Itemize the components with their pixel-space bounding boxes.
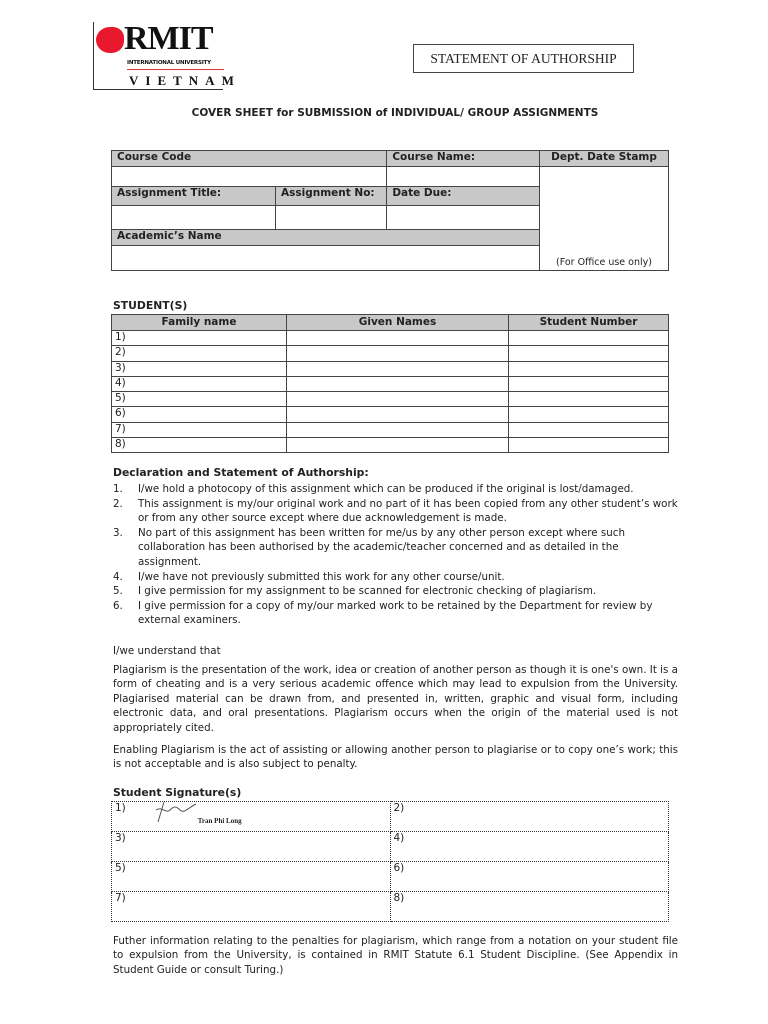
assignment-title-field[interactable] (112, 206, 276, 230)
declaration-item (113, 497, 678, 526)
signatures-heading: Student Signature(s) (113, 785, 242, 799)
assignment-title-label: Assignment Title: (112, 187, 276, 206)
signature-number: 6) (393, 861, 405, 874)
family-name-cell[interactable]: 7) (112, 422, 287, 437)
logo-mark (96, 27, 124, 53)
signature-cell[interactable] (390, 861, 669, 891)
date-due-field[interactable] (387, 206, 540, 230)
signature-scribble-icon (154, 800, 198, 824)
family-name-cell[interactable]: 6) (112, 407, 287, 422)
signature-number: 8) (393, 891, 405, 904)
declaration-heading: Declaration and Statement of Authorship: (113, 466, 369, 479)
logo-subtitle: INTERNATIONAL UNIVERSITY (127, 60, 211, 66)
student-number-cell[interactable] (509, 392, 669, 407)
signature-number: 1) (115, 801, 126, 814)
statement-box: STATEMENT OF AUTHORSHIP (413, 44, 634, 73)
signature-row (112, 861, 669, 891)
student-number-cell[interactable] (509, 346, 669, 361)
item-number: 5. (113, 585, 123, 598)
item-number: 2. (113, 497, 123, 510)
given-names-cell[interactable] (287, 346, 509, 361)
student-row (112, 361, 669, 376)
academic-name-field[interactable] (112, 246, 540, 271)
academic-name-label: Academic’s Name (112, 230, 540, 246)
item-number: 1. (113, 483, 123, 495)
item-text: I give permission for my assignment to be scanned for electronic checking of plagiarism. (138, 585, 597, 598)
students-table (111, 314, 669, 453)
given-names-cell[interactable] (287, 331, 509, 346)
signature-cell[interactable] (112, 801, 391, 831)
given-names-cell[interactable] (287, 376, 509, 391)
item-text: I/we have not previously submitted this work for any other course/unit. (138, 570, 505, 583)
logo-brand: RMIT (124, 20, 213, 57)
declaration-item (113, 482, 678, 497)
course-name-field[interactable] (387, 167, 540, 187)
signature-row (112, 831, 669, 861)
student-row (112, 438, 669, 453)
further-info: Futher information relating to the penalties for plagiarism, which range from a notation on your student file to expulsion from the University, is contained in RMIT Statute 6.1 Student Discipline. (See Appendix in Student Guide or consult Turing.) (113, 934, 678, 976)
declaration-item (113, 570, 678, 585)
course-code-field[interactable] (112, 167, 387, 187)
declaration-list (113, 482, 678, 628)
item-number: 4. (113, 570, 123, 583)
assignment-no-label: Assignment No: (276, 187, 387, 206)
course-code-label: Course Code (112, 151, 387, 167)
family-name-cell[interactable]: 8) (112, 438, 287, 453)
signature-cell[interactable] (112, 831, 391, 861)
declaration-section (111, 466, 678, 977)
col-student-number: Student Number (509, 315, 669, 331)
col-family-name: Family name (112, 315, 287, 331)
signature-row (112, 891, 669, 921)
declaration-item (113, 599, 678, 628)
office-note: (For Office use only) (540, 167, 669, 271)
assignment-no-field[interactable] (276, 206, 387, 230)
signature-number: 4) (393, 831, 405, 844)
cover-title: COVER SHEET for SUBMISSION of INDIVIDUAL/ GROUP ASSIGNMENTS (191, 107, 599, 119)
rmit-logo (93, 20, 241, 90)
given-names-cell[interactable] (287, 392, 509, 407)
signature-number: 5) (115, 861, 126, 874)
signatures-table (111, 801, 669, 922)
given-names-cell[interactable] (287, 361, 509, 376)
item-number: 3. (113, 526, 123, 539)
declaration-item (113, 526, 678, 570)
logo-rule (127, 69, 224, 70)
item-text: This assignment is my/our original work and no part of it has been copied from any other student’s work or from any other source except where due acknowledgement is made. (138, 497, 678, 525)
student-number-cell[interactable] (509, 376, 669, 391)
course-details-table (111, 150, 669, 271)
signature-image (126, 802, 256, 828)
given-names-cell[interactable] (287, 422, 509, 437)
student-number-cell[interactable] (509, 407, 669, 422)
student-row (112, 392, 669, 407)
signature-number: 3) (115, 831, 126, 844)
item-text: I give permission for a copy of my/our marked work to be retained by the Department for review by external examiners. (138, 599, 653, 627)
family-name-cell[interactable]: 4) (112, 376, 287, 391)
signature-number: 7) (115, 891, 126, 904)
given-names-cell[interactable] (287, 438, 509, 453)
enabling-paragraph: Enabling Plagiarism is the act of assisting or allowing another person to plagiarise or to copy one’s work; this is not acceptable and is also subject to penalty. (113, 743, 678, 771)
signature-cell[interactable] (390, 891, 669, 921)
item-text: I/we hold a photocopy of this assignment which can be produced if the original is lost/damaged. (138, 483, 634, 495)
family-name-cell[interactable]: 1) (112, 331, 287, 346)
declaration-item (113, 584, 678, 599)
signature-number: 2) (393, 801, 405, 814)
logo-country: VIETNAM (129, 73, 241, 88)
given-names-cell[interactable] (287, 407, 509, 422)
student-number-cell[interactable] (509, 438, 669, 453)
student-number-cell[interactable] (509, 422, 669, 437)
students-heading: STUDENT(S) (113, 299, 188, 312)
family-name-cell[interactable]: 5) (112, 392, 287, 407)
student-number-cell[interactable] (509, 331, 669, 346)
family-name-cell[interactable]: 2) (112, 346, 287, 361)
student-number-cell[interactable] (509, 361, 669, 376)
student-row (112, 407, 669, 422)
signature-name: Tran Phi Long (197, 816, 242, 825)
signature-row (112, 801, 669, 831)
signature-cell[interactable] (390, 801, 669, 831)
student-row (112, 346, 669, 361)
understand-text: I/we understand that (113, 644, 221, 657)
item-number: 6. (113, 599, 123, 612)
item-text: No part of this assignment has been written for me/us by any other person except where such collaboration has been authorised by the academic/teacher concerned and as detailed in the assignment. (138, 526, 625, 568)
student-row (112, 376, 669, 391)
date-due-label: Date Due: (387, 187, 540, 206)
family-name-cell[interactable]: 3) (112, 361, 287, 376)
student-row (112, 331, 669, 346)
course-name-label: Course Name: (387, 151, 540, 167)
date-stamp-label: Dept. Date Stamp (540, 151, 669, 167)
student-row (112, 422, 669, 437)
col-given-names: Given Names (287, 315, 509, 331)
signature-cell[interactable] (112, 861, 391, 891)
plagiarism-paragraph: Plagiarism is the presentation of the work, idea or creation of another person as though it is one's own. It is a form of cheating and is a very serious academic offence which may lead to expulsion from the University. Plagiarised material can be drawn from, and presented in, written, graphic and visual form, including electronic data, and oral presentations. Plagiarism occurs when the origin of the material used is not appropriately cited. (113, 663, 678, 734)
signature-cell[interactable] (112, 891, 391, 921)
signature-cell[interactable] (390, 831, 669, 861)
